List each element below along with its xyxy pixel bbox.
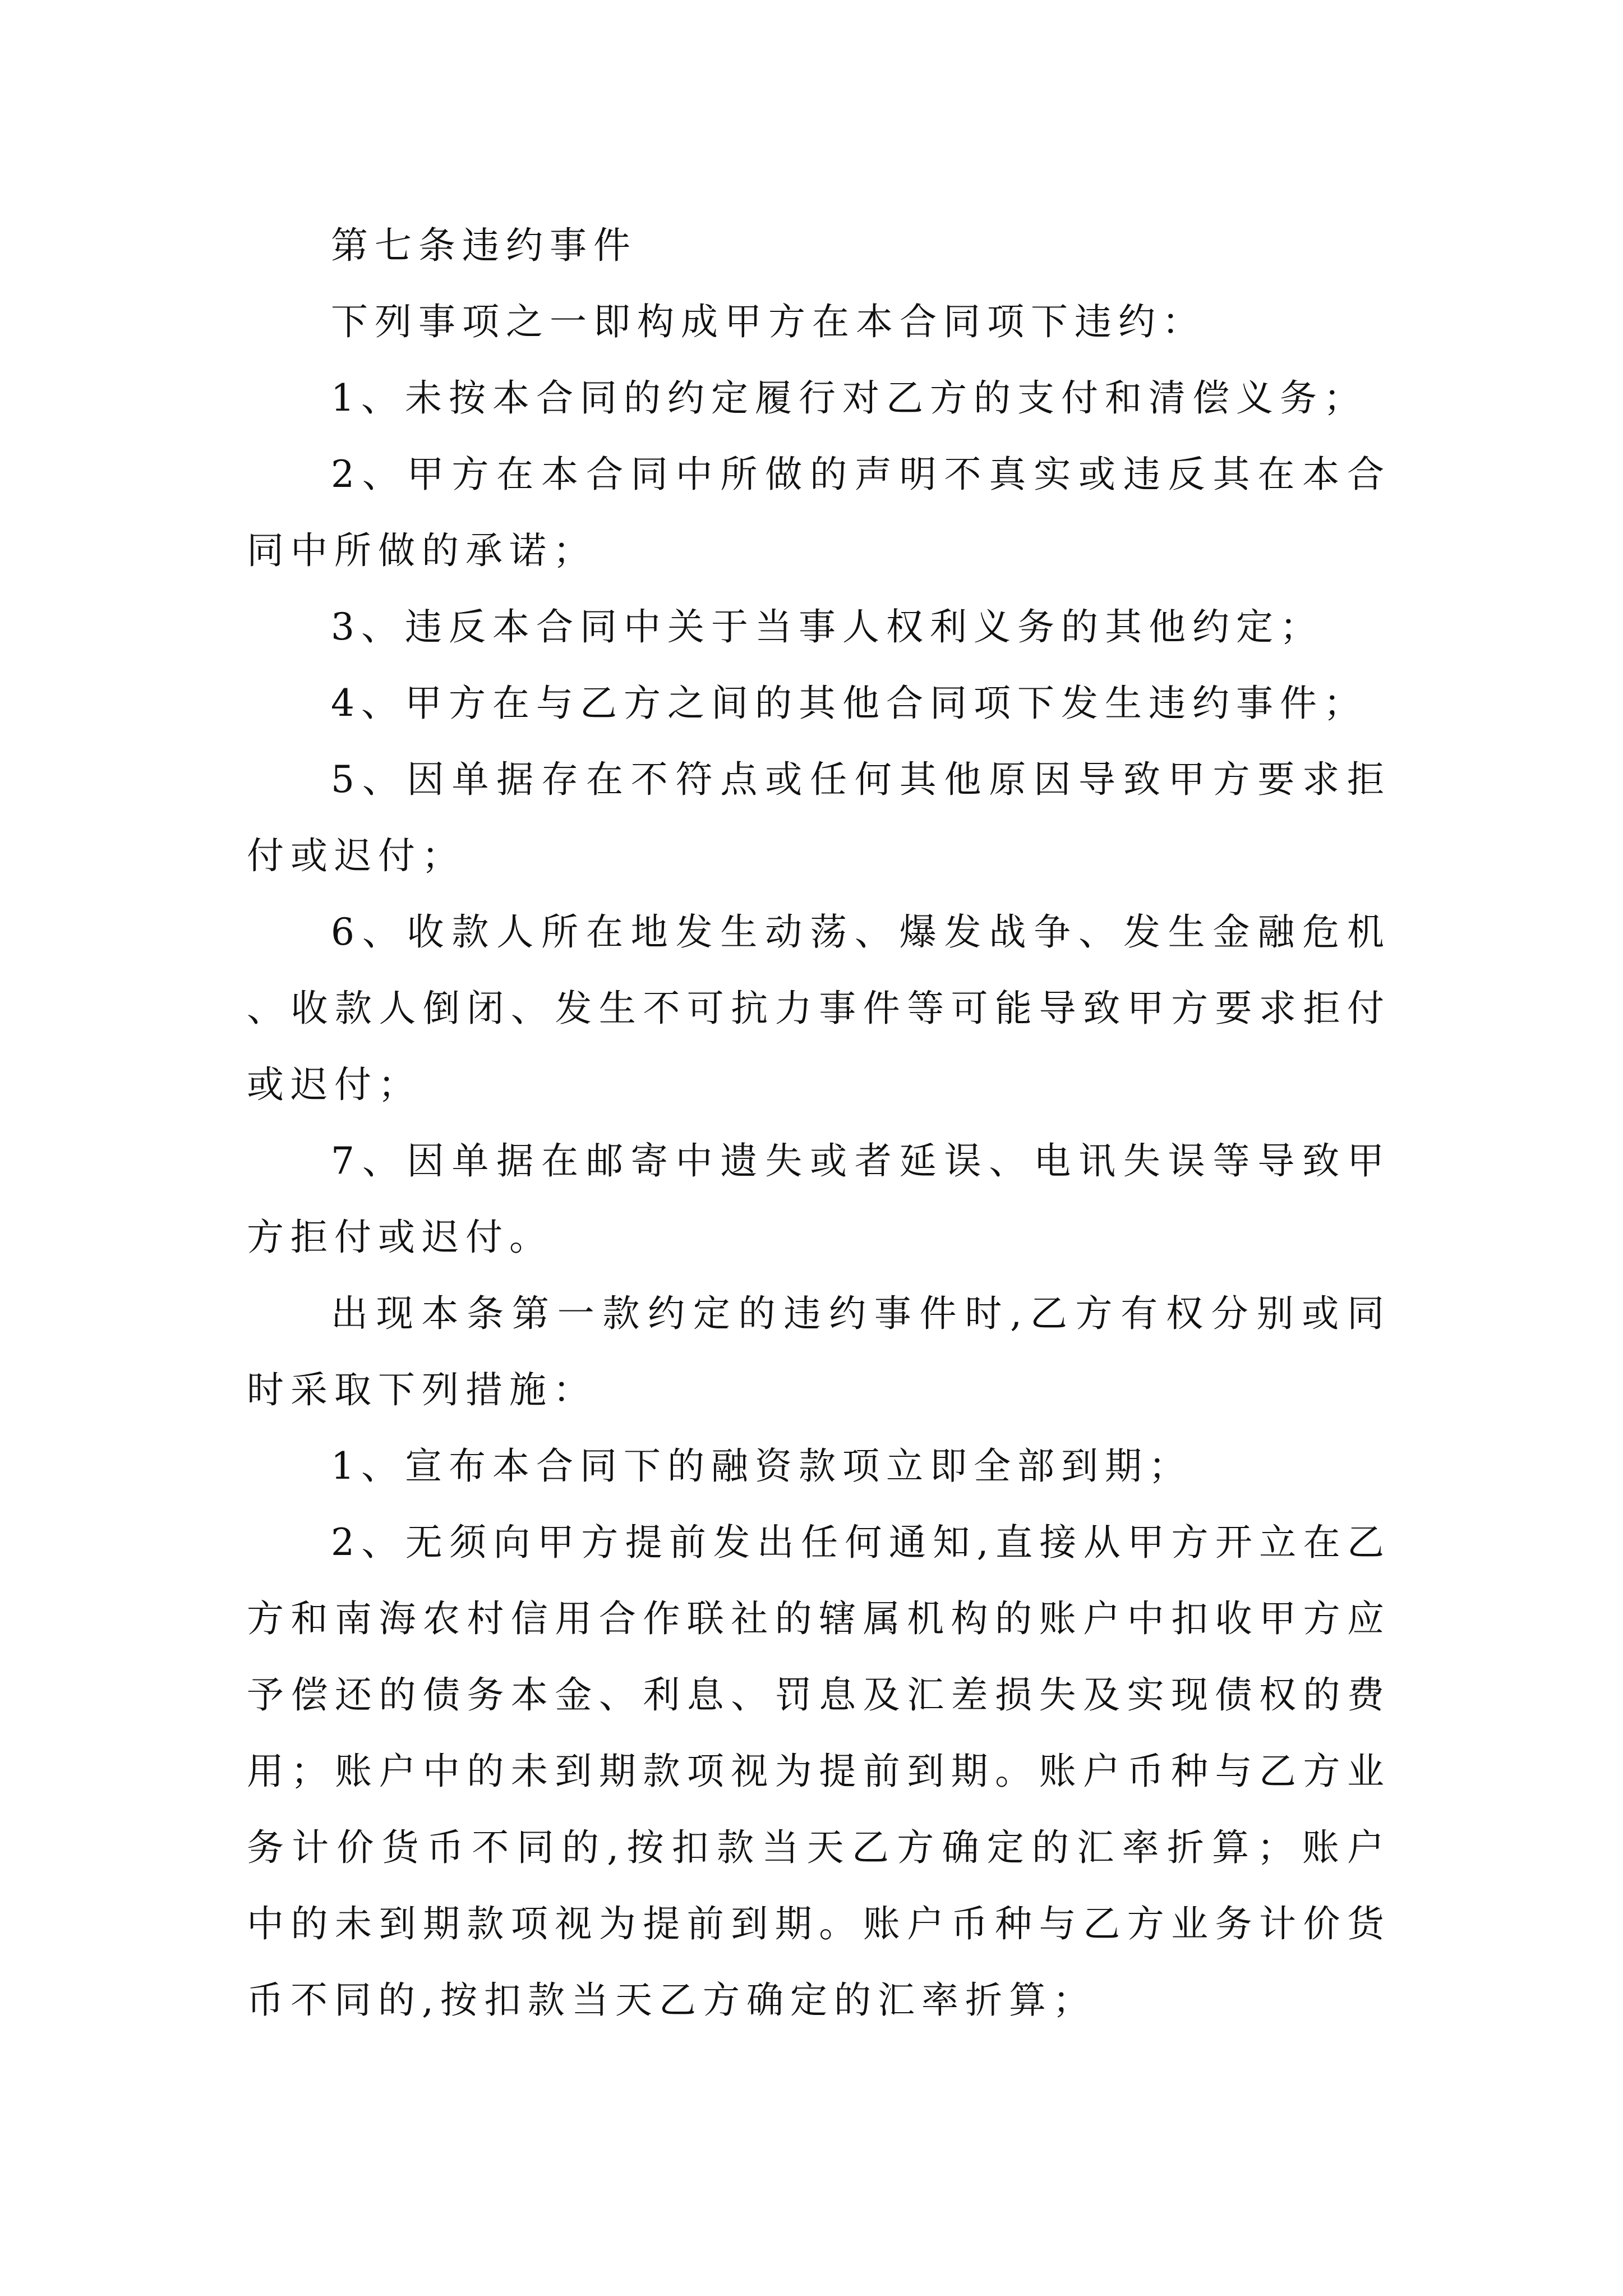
document-body [247,208,1391,2039]
list-item: 1、未按本合同的约定履行对乙方的支付和清偿义务； [331,376,1367,420]
list-item: 1、宣布本合同下的融资款项立即全部到期； [331,1444,1192,1488]
list-item: 2、无须向甲方提前发出任何通知,直接从甲方开立在乙方和南海农村信用合作联社的辖属机构的账户中扣收甲方应予偿还的债务本金、利息、罚息及汇差损失及实现债权的费用；账户中的未到期款项视为提前到期。账户币种与乙方业务计价货币不同的,按扣款当天乙方确定的汇率折算；账户中的未到期款项视为提前到期。账户币种与乙方业务计价货币不同的,按扣款当天乙方确定的汇率折算； [247,1521,1391,2022]
list-item: 6、收款人所在地发生动荡、爆发战争、发生金融危机、收款人倒闭、发生不可抗力事件等可能导致甲方要求拒付或迟付； [247,910,1391,1106]
list-item: 2、甲方在本合同中所做的声明不真实或违反其在本合同中所做的承诺； [247,453,1391,572]
paragraph: 出现本条第一款约定的违约事件时,乙方有权分别或同时采取下列措施： [247,1292,1391,1411]
list-item: 4、甲方在与乙方之间的其他合同项下发生违约事件； [331,682,1367,725]
paragraph: 下列事项之一即构成甲方在本合同项下违约： [331,300,1206,343]
list-item: 7、因单据在邮寄中遗失或者延误、电讯失误等导致甲方拒付或迟付。 [247,1139,1391,1259]
section-heading: 第七条违约事件 [331,224,637,267]
list-item: 5、因单据存在不符点或任何其他原因导致甲方要求拒付或迟付； [247,758,1391,877]
list-item: 3、违反本合同中关于当事人权利义务的其他约定； [331,605,1324,648]
